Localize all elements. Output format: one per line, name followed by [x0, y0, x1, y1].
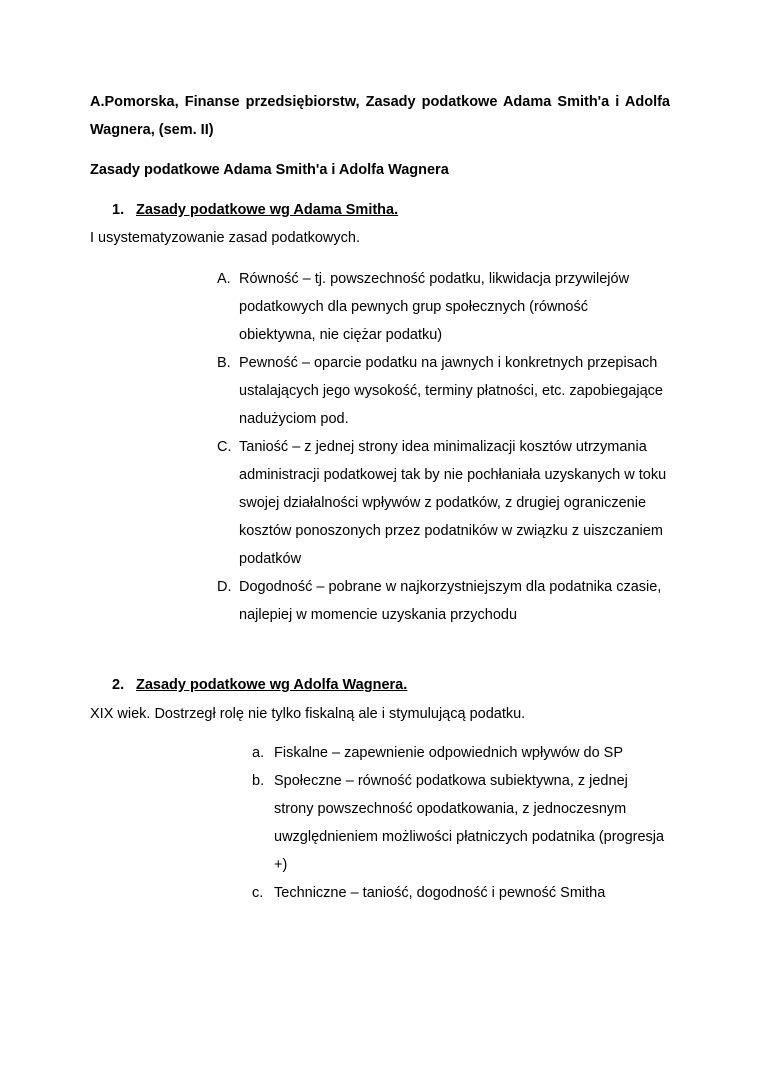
list-item-text: Fiskalne – zapewnienie odpowiednich wpływów do SP: [274, 745, 624, 761]
list-item: [217, 265, 667, 349]
list-item-text: Techniczne – taniość, dogodność i pewność Smitha: [274, 885, 606, 901]
list-item-text: Taniość – z jednej strony idea minimalizacji kosztów utrzymania administracji podatkowej tak by nie pochłaniała uzyskanych w toku swojej działalności wpływów z podatków, z drugiej ograniczenie kosztów ponoszonych przez podatników w związku z uiszczaniem podatków: [239, 439, 667, 567]
list-item-text: Społeczne – równość podatkowa subiektywna, z jednej strony powszechność opodatkowania, z jednoczesnym uwzględnieniem możliwości płatniczych podatnika (progresja +): [274, 773, 665, 873]
section-number: 2.: [112, 677, 125, 693]
list-marker: B.: [217, 355, 231, 371]
section-intro-smith: I usystematyzowanie zasad podatkowych.: [90, 230, 360, 246]
document-subtitle: Zasady podatkowe Adama Smith'a i Adolfa Wagnera: [90, 162, 449, 178]
list-item: [252, 767, 667, 879]
section-intro-wagner: XIX wiek. Dostrzegł rolę nie tylko fiskalną ale i stymulującą podatku.: [90, 706, 526, 722]
list-item: [217, 433, 667, 573]
smith-principles-list: [217, 265, 667, 629]
list-marker: A.: [217, 271, 231, 287]
wagner-principles-list: [252, 739, 667, 907]
list-item-text: Dogodność – pobrane w najkorzystniejszym dla podatnika czasie, najlepiej w momencie uzyskania przychodu: [239, 579, 662, 623]
list-marker: C.: [217, 439, 232, 455]
list-item-text: Równość – tj. powszechność podatku, likwidacja przywilejów podatkowych dla pewnych grup społecznych (równość obiektywna, nie ciężar podatku): [239, 271, 630, 343]
section-heading-wagner: [112, 671, 407, 699]
list-item: [252, 739, 667, 767]
list-marker: c.: [252, 885, 264, 901]
section-heading-smith: [112, 196, 398, 224]
list-item: [217, 573, 667, 629]
section-number: 1.: [112, 202, 125, 218]
list-item: [217, 349, 667, 433]
section-title: Zasady podatkowe wg Adolfa Wagnera.: [136, 677, 408, 693]
list-item-text: Pewność – oparcie podatku na jawnych i konkretnych przepisach ustalających jego wysokość, terminy płatności, etc. zapobiegające nadużyciom pod.: [239, 355, 663, 427]
list-marker: b.: [252, 773, 265, 789]
list-item: [252, 879, 667, 907]
list-marker: D.: [217, 579, 232, 595]
list-marker: a.: [252, 745, 265, 761]
section-title: Zasady podatkowe wg Adama Smitha.: [136, 202, 399, 218]
document-header: A.Pomorska, Finanse przedsiębiorstw, Zasady podatkowe Adama Smith'a i Adolfa Wagnera, (sem. II): [90, 94, 670, 138]
